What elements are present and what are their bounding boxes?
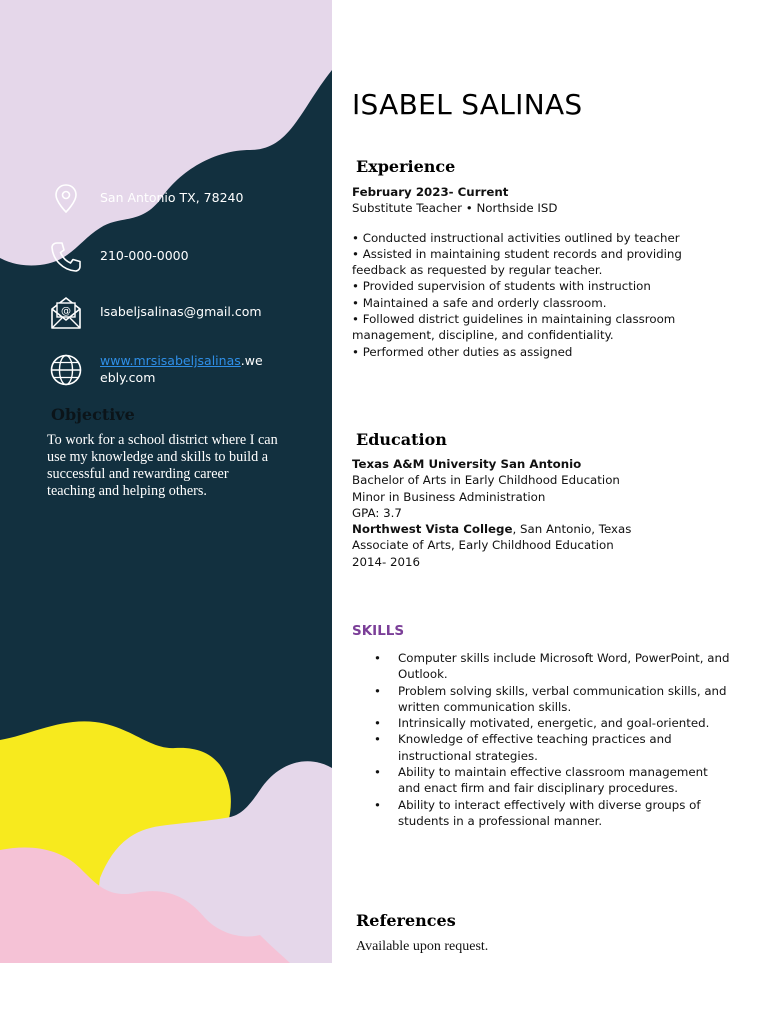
address-text: San Antonio TX, 78240	[100, 190, 244, 205]
education-school-1: Texas A&M University San Antonio	[352, 457, 582, 471]
contact-website	[48, 352, 288, 388]
skill-item: • Ability to interact effectively with diverse groups of students in a professional manner.	[352, 797, 732, 830]
experience-bullet: • Followed district guidelines in maintaining classroom management, discipline, and confidentiality.	[352, 312, 676, 343]
objective-heading: Objective	[51, 405, 135, 424]
location-pin-icon	[48, 181, 84, 217]
education-heading: Education	[356, 430, 447, 449]
skill-item: • Knowledge of effective teaching practices and instructional strategies.	[352, 731, 732, 764]
email-icon	[48, 295, 84, 331]
contact-email	[48, 295, 288, 331]
experience-date: February 2023- Current	[352, 185, 509, 199]
website-text	[100, 352, 270, 386]
experience-block	[352, 184, 712, 360]
education-degree-2: Associate of Arts, Early Childhood Education	[352, 538, 614, 553]
education-years-2: 2014- 2016	[352, 554, 421, 569]
education-degree-1: Bachelor of Arts in Early Childhood Education	[352, 473, 620, 488]
svg-text:@: @	[61, 306, 71, 317]
phone-text: 210-000-0000	[100, 248, 189, 263]
skills-heading: SKILLS	[352, 623, 405, 639]
references-heading: References	[356, 911, 456, 930]
experience-bullet: • Performed other duties as assigned	[352, 344, 573, 359]
objective-text: To work for a school district where I can use my knowledge and skills to build a successful and rewarding career teaching and helping others.	[47, 432, 278, 499]
education-school-2-line	[352, 521, 712, 537]
lavender-top-blob	[0, 0, 332, 265]
education-block	[352, 456, 712, 570]
education-school-2-location: , San Antonio, Texas	[512, 522, 632, 537]
sidebar	[0, 0, 332, 963]
skill-item: • Ability to maintain effective classroom management and enact firm and fair disciplinary procedures.	[352, 764, 732, 797]
skill-item: • Computer skills include Microsoft Word, PowerPoint, and Outlook.	[352, 650, 732, 683]
contact-phone	[48, 239, 288, 275]
email-text: Isabeljsalinas@gmail.com	[100, 304, 262, 319]
education-gpa-1: GPA: 3.7	[352, 505, 402, 520]
skill-item: • Problem solving skills, verbal communication skills, and written communication skills.	[352, 683, 732, 716]
website-link[interactable]: www.mrsisabeljsalinas	[100, 353, 241, 368]
website-suffix: .weebly.com	[100, 353, 263, 385]
experience-heading: Experience	[356, 157, 456, 176]
contact-address	[48, 181, 288, 217]
experience-bullet: • Assisted in maintaining student records and providing feedback as requested by regular teacher.	[352, 246, 682, 278]
skill-item: • Intrinsically motivated, energetic, and goal-oriented.	[352, 715, 732, 731]
experience-bullet: • Maintained a safe and orderly classroom.	[352, 295, 607, 310]
experience-role: Substitute Teacher • Northside ISD	[352, 201, 558, 216]
skills-list	[352, 650, 732, 829]
references-text: Available upon request.	[356, 939, 489, 954]
education-school-2: Northwest Vista College	[352, 522, 513, 537]
phone-icon	[48, 239, 84, 275]
experience-bullet: • Conducted instructional activities outlined by teacher	[352, 230, 680, 245]
experience-bullet: • Provided supervision of students with instruction	[352, 279, 651, 294]
education-minor-1: Minor in Business Administration	[352, 489, 546, 504]
candidate-name: ISABEL SALINAS	[352, 88, 583, 121]
globe-icon	[48, 352, 84, 388]
